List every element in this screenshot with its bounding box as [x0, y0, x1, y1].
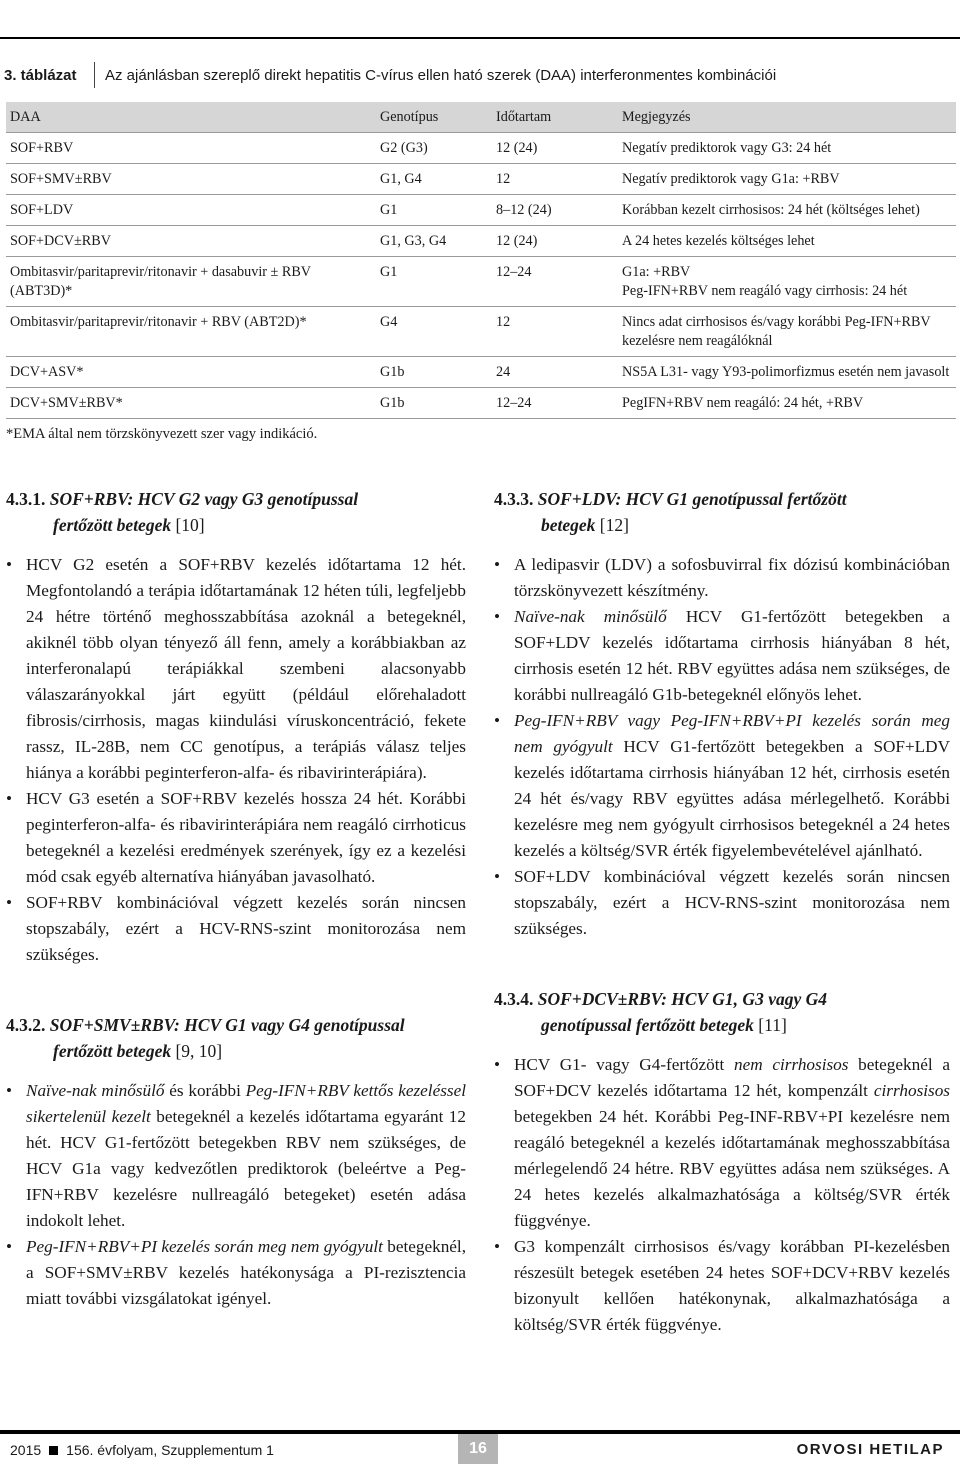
cell-genotype: G1b [380, 395, 405, 411]
section-heading [494, 486, 950, 538]
table-row [6, 133, 956, 164]
section-heading [6, 486, 466, 538]
text-run: betegeknél, a SOF+SMV±RBV kezelés hatékonysága a PI-rezisztencia miatt további vizsgálatokat igényel. [26, 1237, 466, 1308]
list-item [494, 708, 950, 864]
section-4-3-4 [494, 986, 950, 1338]
list-item [6, 1234, 466, 1312]
table-row [6, 388, 956, 419]
cell-duration: 8–12 (24) [496, 202, 552, 218]
table-row [6, 195, 956, 226]
header-note: Megjegyzés [622, 109, 691, 125]
italic-text: Naïve-nak minősülő [26, 1081, 165, 1100]
cell-daa: SOF+RBV [10, 140, 74, 156]
section-title-b: betegek [541, 515, 596, 535]
table-row [6, 307, 956, 357]
section-heading [6, 1012, 466, 1064]
section-title-a: SOF+SMV±RBV: HCV G1 vagy G4 genotípussal [49, 1015, 405, 1035]
list-item: • SOF+RBV kombinációval végzett kezelés során nincsen stopszabály, ezért a HCV-RNS-szint monitorozása nem szükséges. [6, 890, 466, 968]
table-footnote: *EMA által nem törzskönyvezett szer vagy indikáció. [6, 426, 318, 442]
italic-text: cirrhosisos [873, 1081, 950, 1100]
table-header-row [6, 102, 956, 133]
section-reference: [10] [175, 515, 205, 535]
section-reference: [9, 10] [175, 1041, 223, 1061]
bullet-list [6, 1078, 466, 1312]
cell-note: Negatív prediktorok vagy G3: 24 hét [622, 140, 832, 156]
page-footer [0, 1430, 960, 1464]
cell-duration: 24 [496, 364, 511, 380]
caption-separator [94, 62, 95, 88]
text-run: betegeknél a kezelés időtartama egyaránt 12 hét. HCV G1-fertőzött betegekben RBV nem szükséges, de HCV G1a vagy kedvezőtlen prediktorok (beleértve a Peg-IFN+RBV kezelésre nullreagáló betegeket) esetén adása indokolt lehet. [26, 1107, 466, 1230]
list-item: • HCV G2 esetén a SOF+RBV kezelés időtartama 12 hét. Megfontolandó a terápia időtartamának 12 héten túli, legfeljebb 24 hétre történő meghosszabbítása azoknál a betegeknél, akiknél több olyan tényező áll fenn, amely a korábbiakban az interferonalapú terápiákkal szembeni alacsonyabb válaszarányokkal járt együtt (például előrehaladott fibrosis/cirrhosis, magas kiindulási víruskoncentráció, fekete rassz, IL-28B, nem CC genotípus, a terápiás válasz teljes hiánya a korábbi peginterferon-alfa- és ribavirinterápiára). [6, 552, 466, 786]
cell-genotype: G2 (G3) [380, 140, 428, 156]
cell-note: Nincs adat cirrhosisos és/vagy korábbi Peg-IFN+RBV kezelésre nem reagálóknál [622, 314, 931, 349]
cell-daa: DCV+ASV* [10, 364, 84, 380]
cell-genotype: G4 [380, 314, 398, 330]
italic-text: Peg-IFN+RBV kettős kezeléssel sikertelenül kezelt [26, 1081, 466, 1126]
bullet-list [6, 552, 466, 968]
cell-note: Korábban kezelt cirrhosisos: 24 hét (költséges lehet) [622, 202, 920, 218]
section-reference: [12] [599, 515, 629, 535]
text-run: HCV G1-fertőzött betegekben a SOF+LDV kezelés időtartama cirrhosis hiányában 8 hét, cirrhosis esetén 12 hét. RBV együttes adása nem szükséges, de korábbi nullreagáló G1b-betegeknél előnyös lehet. [514, 607, 950, 704]
section-heading [494, 986, 950, 1038]
cell-duration: 12–24 [496, 395, 532, 411]
section-title-a: SOF+RBV: HCV G2 vagy G3 genotípussal [49, 489, 359, 509]
cell-daa: DCV+SMV±RBV* [10, 395, 123, 411]
cell-note: Negatív prediktorok vagy G1a: +RBV [622, 171, 840, 187]
section-number: 4.3.3. [494, 489, 534, 509]
footer-issue-info [10, 1442, 274, 1458]
footer-issue: 156. évfolyam, Szupplementum 1 [66, 1442, 274, 1458]
cell-daa: SOF+LDV [10, 202, 74, 218]
list-item: • A ledipasvir (LDV) a sofosbuvirral fix dózisú kombinációban törzskönyvezett készítmény. [494, 552, 950, 604]
table-title: Az ajánlásban szereplő direkt hepatitis C-vírus ellen ható szerek (DAA) interferonmentes kombinációi [105, 66, 777, 84]
italic-text: Peg-IFN+RBV vagy Peg-IFN+RBV+PI kezelés során meg nem gyógyult [514, 711, 950, 756]
section-title-a: SOF+DCV±RBV: HCV G1, G3 vagy G4 [537, 989, 827, 1009]
bullet-list [494, 552, 950, 942]
text-run: HCV G1-fertőzött betegekben a SOF+LDV kezelés időtartama cirrhosis hiányában 12 hét, cirrhosis esetén 24 hét és/vagy RBV együttes adása mérlegelhető. Korábbi kezelésre meg nem gyógyult cirrhosisos betegeknél a 24 hetes kezelés a költség/SVR érték figyelembevételével ajánlható. [514, 737, 950, 860]
footer-year: 2015 [10, 1442, 42, 1458]
list-item: • SOF+LDV kombinációval végzett kezelés során nincsen stopszabály, ezért a HCV-RNS-szint monitorozása nem szükséges. [494, 864, 950, 942]
journal-name: ORVOSI HETILAP [796, 1441, 944, 1458]
text-run: betegeknél a SOF+DCV kezelés időtartama 12 hét, kompenzált [514, 1055, 950, 1100]
section-number: 4.3.1. [6, 489, 46, 509]
cell-note: A 24 hetes kezelés költséges lehet [622, 233, 815, 249]
cell-duration: 12 (24) [496, 140, 538, 156]
square-separator-icon [49, 1446, 58, 1455]
italic-text: nem cirrhosisos [733, 1055, 849, 1074]
table-row [6, 164, 956, 195]
cell-note: NS5A L31- vagy Y93-polimorfizmus esetén nem javasolt [622, 364, 950, 380]
table-label: 3. táblázat [4, 66, 77, 84]
cell-note: PegIFN+RBV nem reagáló: 24 hét, +RBV [622, 395, 864, 411]
section-title-b: genotípussal fertőzött betegek [541, 1015, 754, 1035]
section-4-3-1 [6, 486, 466, 968]
cell-genotype: G1 [380, 264, 398, 280]
text-run: betegekben 24 hét. Korábbi Peg-INF-RBV+PI kezelésre nem reagáló betegeknél a kezelés időtartamának meghosszabbítása mérlegelendő 24 hétre. RBV együttes adása nem szükséges. A 24 hetes kezelés alkalmazhatósága a költség/SVR érték függvénye. [514, 1107, 950, 1230]
table-row [6, 257, 956, 307]
section-4-3-2 [6, 1012, 466, 1312]
section-number: 4.3.4. [494, 989, 534, 1009]
list-item [494, 1052, 950, 1234]
section-4-3-3 [494, 486, 950, 942]
cell-daa: SOF+SMV±RBV [10, 171, 112, 187]
cell-duration: 12 (24) [496, 233, 538, 249]
section-reference: [11] [758, 1015, 787, 1035]
left-column [6, 486, 466, 1334]
table-row [6, 357, 956, 388]
header-duration: Időtartam [496, 109, 552, 125]
table-caption [4, 58, 776, 92]
italic-text: Naïve-nak minősülő [514, 607, 667, 626]
top-rule [0, 37, 960, 39]
italic-text: Peg-IFN+RBV+PI kezelés során meg nem gyógyult [26, 1237, 383, 1256]
text-run: HCV G1- vagy G4-fertőzött [514, 1055, 734, 1074]
cell-duration: 12 [496, 171, 511, 187]
cell-genotype: G1b [380, 364, 405, 380]
daa-table [6, 102, 956, 419]
bullet-list [494, 1052, 950, 1338]
list-item [494, 604, 950, 708]
page-number: 16 [458, 1434, 498, 1464]
list-item: • HCV G3 esetén a SOF+RBV kezelés hossza 24 hét. Korábbi peginterferon-alfa- és ribavirinterápiára nem reagáló cirrhoticus betegeknél a kezelési eredmények szerények, így ez a kezelési mód csak egyéb alternatíva hiányában javasolható. [6, 786, 466, 890]
section-title-b: fertőzött betegek [53, 515, 172, 535]
list-item [6, 1078, 466, 1234]
text-run: és korábbi [164, 1081, 246, 1100]
cell-genotype: G1, G3, G4 [380, 233, 447, 249]
list-item: • G3 kompenzált cirrhosisos és/vagy korábban PI-kezelésben részesült betegek esetében 24 hetes SOF+DCV+RBV kezelés bizonyult kellően hatékonynak, alkalmazhatósága a költség/SVR érték függvénye. [494, 1234, 950, 1338]
cell-genotype: G1, G4 [380, 171, 422, 187]
right-column [494, 486, 950, 1360]
cell-daa: SOF+DCV±RBV [10, 233, 111, 249]
header-genotype: Genotípus [380, 109, 439, 125]
table-row [6, 226, 956, 257]
cell-note: G1a: +RBV Peg-IFN+RBV nem reagáló vagy cirrhosis: 24 hét [622, 264, 908, 299]
cell-daa: Ombitasvir/paritaprevir/ritonavir + dasabuvir ± RBV (ABT3D)* [10, 264, 311, 299]
cell-daa: Ombitasvir/paritaprevir/ritonavir + RBV (ABT2D)* [10, 314, 307, 330]
section-title-b: fertőzött betegek [53, 1041, 172, 1061]
header-daa: DAA [10, 109, 41, 125]
cell-duration: 12 [496, 314, 511, 330]
cell-duration: 12–24 [496, 264, 532, 280]
section-title-a: SOF+LDV: HCV G1 genotípussal fertőzött [537, 489, 847, 509]
cell-genotype: G1 [380, 202, 398, 218]
section-number: 4.3.2. [6, 1015, 46, 1035]
